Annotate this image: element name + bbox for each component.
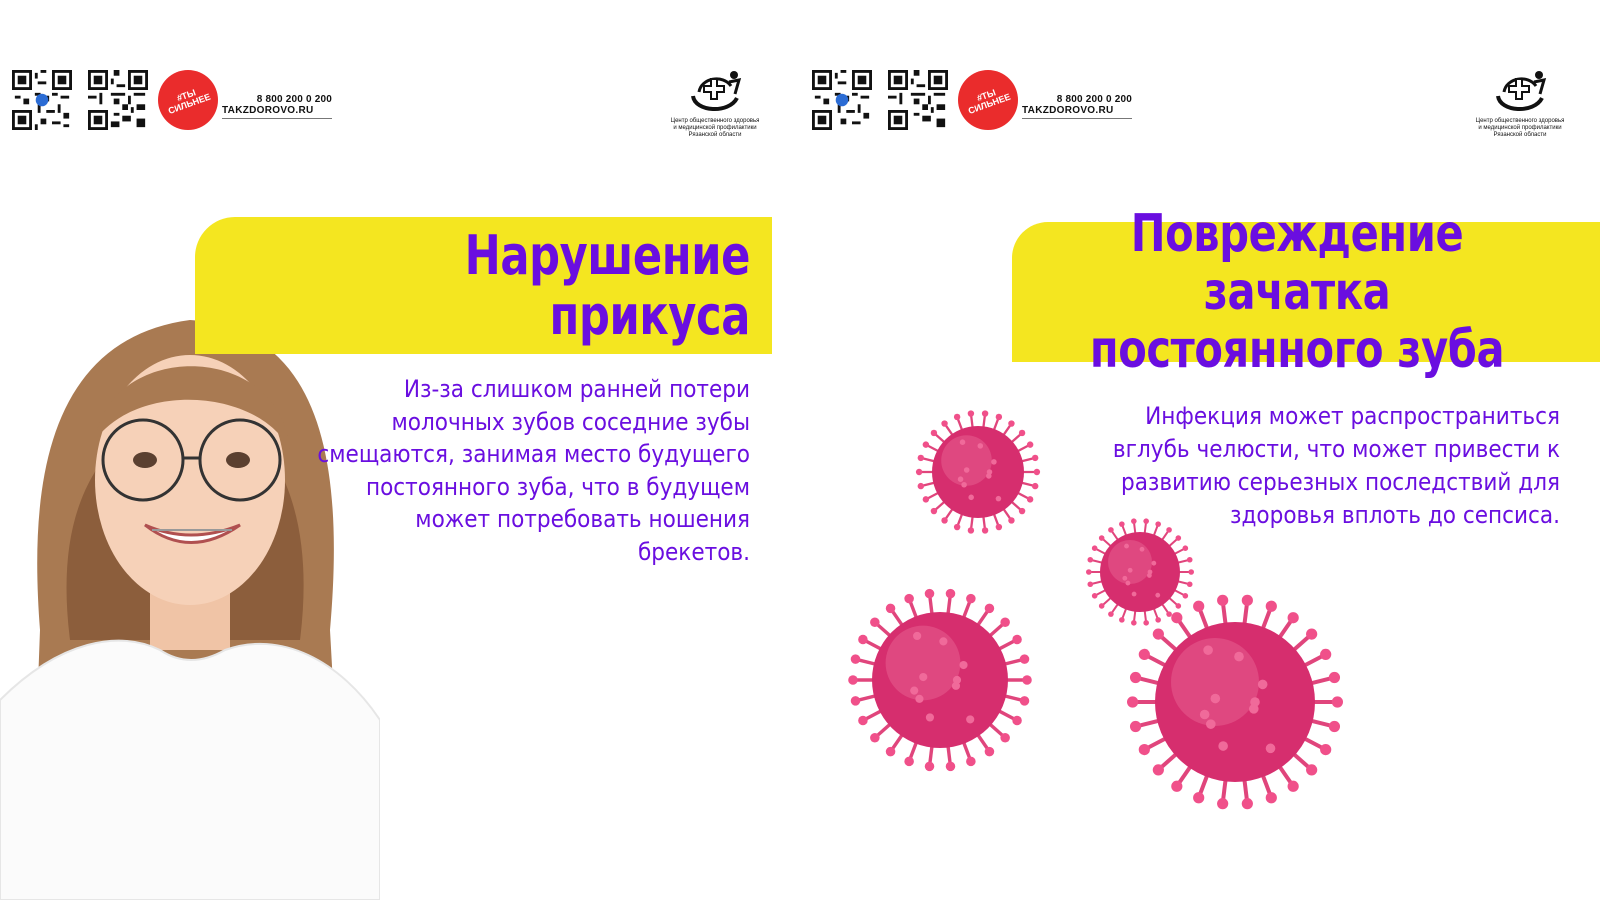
qr-code-icon[interactable] (812, 70, 872, 130)
virus-particle (848, 589, 1032, 771)
badge-text: #ТЫ СИЛЬНЕЕ (966, 87, 1012, 117)
org-name-line: и медицинской профилактики (1478, 125, 1562, 131)
slide-title: Нарушение прикуса (464, 223, 750, 347)
virus-particle (916, 410, 1040, 533)
contacts-block (1022, 94, 1132, 119)
organization-logo-icon (1490, 68, 1550, 116)
title-banner (195, 217, 772, 354)
org-name-line: Рязанской области (1493, 132, 1547, 138)
slide-right (800, 0, 1600, 900)
organization-logo-icon (685, 68, 745, 116)
virus-particle (1086, 518, 1194, 625)
qr-code-icon[interactable] (88, 70, 148, 130)
virus-image (800, 380, 1600, 820)
org-name-line: Центр общественного здоровья (1475, 118, 1565, 124)
phone-number[interactable]: 8 800 200 0 200 (256, 94, 332, 105)
org-name-line: и медицинской профилактики (673, 125, 757, 131)
virus-particle (1127, 595, 1343, 810)
title-banner (1012, 204, 1600, 380)
website-link[interactable]: TAKZDOROVO.RU (222, 105, 314, 116)
campaign-badge-icon[interactable] (958, 70, 1018, 130)
slide-body-text: Инфекция может распространиться вглубь челюсти, что может привести к развитию серьезных последствий для здоровья вплоть до сепсиса. (1112, 402, 1560, 529)
organization-logo (1465, 68, 1575, 139)
contacts-block (222, 94, 332, 119)
qr-code-icon[interactable] (12, 70, 72, 130)
organization-logo (660, 68, 770, 139)
slide-body-text: Из-за слишком ранней потери молочных зубов соседние зубы смещаются, занимая место будущего постоянного зуба, что в будущем может потребовать ношения брекетов. (317, 375, 750, 566)
slide-title: Повреждение зачатка постоянного зуба (1089, 204, 1505, 380)
qr-code-icon[interactable] (888, 70, 948, 130)
campaign-badge-icon[interactable] (158, 70, 218, 130)
phone-number[interactable]: 8 800 200 0 200 (1056, 94, 1132, 105)
badge-text: #ТЫ СИЛЬНЕЕ (166, 87, 212, 117)
org-name-line: Центр общественного здоровья (670, 118, 760, 124)
website-link[interactable]: TAKZDOROVO.RU (1022, 105, 1114, 116)
org-name-line: Рязанской области (688, 132, 742, 138)
